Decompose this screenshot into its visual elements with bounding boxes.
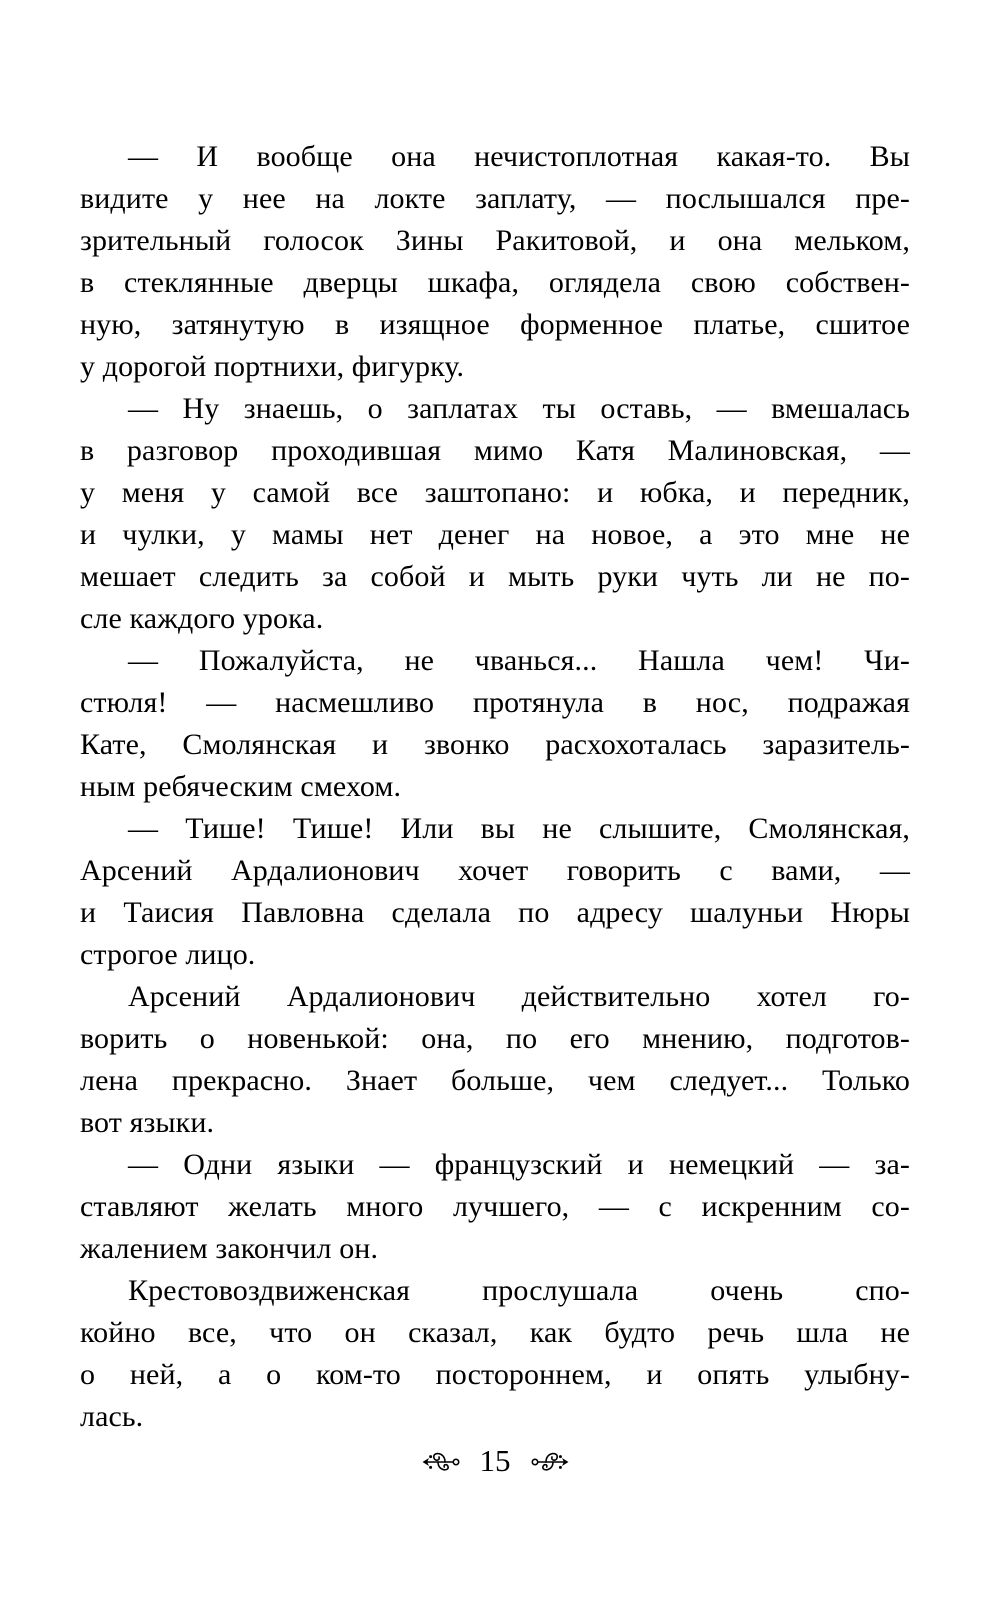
text-line: сле каждого урока.	[80, 602, 324, 635]
text-line: — Одни языки — французский и немецкий — за-	[128, 1148, 910, 1181]
paragraph	[80, 136, 910, 388]
body-text	[80, 136, 910, 1438]
text-line: — И вообще она нечистоплотная какая-то. Вы	[128, 140, 910, 173]
text-line: лена прекрасно. Знает больше, чем следует... Только	[80, 1064, 910, 1097]
text-line: ставляют желать много лучшего, — с искренним со-	[80, 1190, 910, 1223]
text-line: Крестовоздвиженская прослушала очень спо-	[128, 1274, 910, 1307]
text-line: у меня у самой все заштопано: и юбка, и передник,	[80, 476, 910, 509]
text-line: — Ну знаешь, о заплатах ты оставь, — вмешалась	[128, 392, 910, 425]
text-line: Кате, Смолянская и звонко расхохоталась заразитель-	[80, 728, 910, 761]
text-line: Арсений Ардалионович действительно хотел го-	[128, 980, 910, 1013]
text-line: зрительный голосок Зины Ракитовой, и она мельком,	[80, 224, 910, 257]
text-line: лась.	[80, 1400, 144, 1433]
text-line: ную, затянутую в изящное форменное платье, сшитое	[80, 308, 910, 341]
flourish-right-icon	[529, 1447, 569, 1475]
text-line: в стеклянные дверцы шкафа, оглядела свою собствен-	[80, 266, 910, 299]
text-line: и Таисия Павловна сделала по адресу шалуньи Нюры	[80, 896, 910, 929]
paragraph	[80, 640, 910, 808]
text-line: стюля! — насмешливо протянула в нос, подражая	[80, 686, 910, 719]
text-line: о ней, а о ком-то постороннем, и опять улыбну-	[80, 1358, 910, 1391]
text-line: жалением закончил он.	[80, 1232, 379, 1265]
text-line: видите у нее на локте заплату, — послышался пре-	[80, 182, 910, 215]
paragraph	[80, 388, 910, 640]
text-line: — Тише! Тише! Или вы не слышите, Смолянская,	[128, 812, 910, 845]
text-line: у дорогой портнихи, фигурку.	[80, 350, 465, 383]
text-line: мешает следить за собой и мыть руки чуть ли не по-	[80, 560, 910, 593]
page-number: 15	[479, 1443, 511, 1478]
flourish-left-icon	[422, 1447, 462, 1475]
text-line: койно все, что он сказал, как будто речь шла не	[80, 1316, 910, 1349]
text-line: вот языки.	[80, 1106, 215, 1139]
text-line: в разговор проходившая мимо Катя Малиновская, —	[80, 434, 910, 467]
text-line: Арсений Ардалионович хочет говорить с вами, —	[80, 854, 910, 887]
paragraph	[80, 1270, 910, 1438]
text-line: ным ребяческим смехом.	[80, 770, 402, 803]
paragraph	[80, 1144, 910, 1270]
text-line: строгое лицо.	[80, 938, 256, 971]
page-footer	[80, 1445, 910, 1477]
text-line: и чулки, у мамы нет денег на новое, а это мне не	[80, 518, 910, 551]
paragraph	[80, 808, 910, 976]
text-line: — Пожалуйста, не чванься... Нашла чем! Чи-	[128, 644, 910, 677]
paragraph	[80, 976, 910, 1144]
text-line: ворить о новенькой: она, по его мнению, подготов-	[80, 1022, 910, 1055]
